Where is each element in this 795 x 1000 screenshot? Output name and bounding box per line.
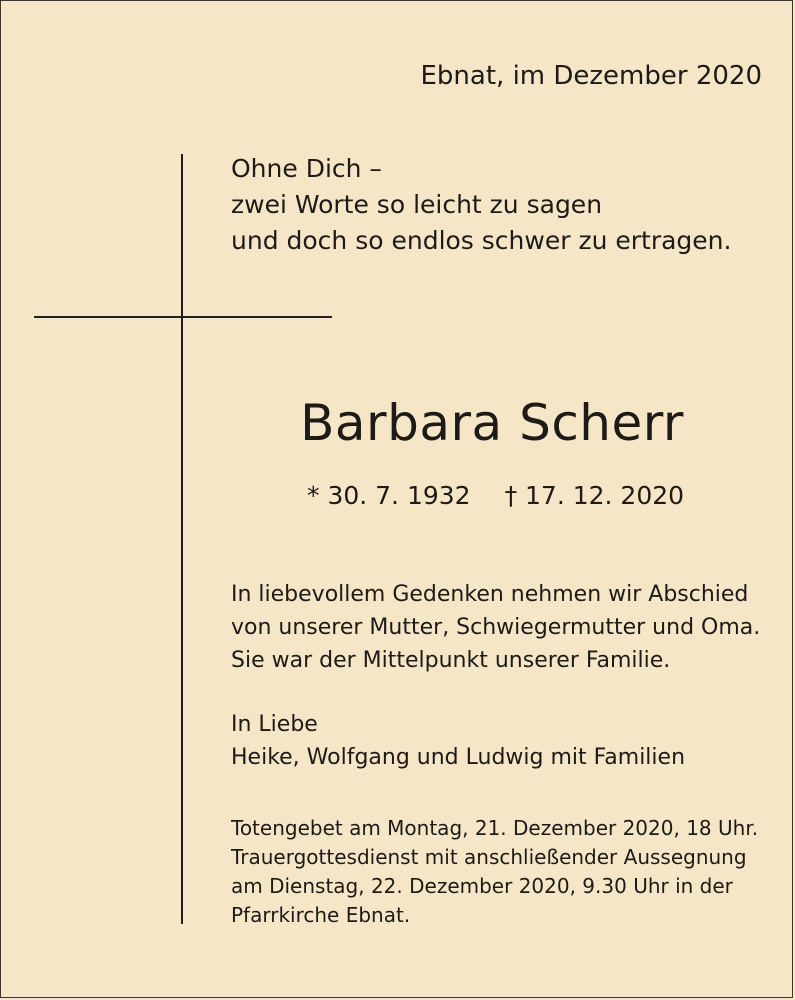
- service-line: Trauergottesdienst mit anschließender Aussegnung: [231, 845, 747, 869]
- poem-line: Ohne Dich –: [231, 154, 382, 183]
- deceased-name: Barbara Scherr: [300, 394, 684, 452]
- place-date: Ebnat, im Dezember 2020: [420, 61, 762, 91]
- farewell-text: [231, 578, 760, 677]
- poem: [231, 151, 731, 259]
- farewell-line: In liebevollem Gedenken nehmen wir Abschied: [231, 582, 749, 607]
- birth-date: * 30. 7. 1932: [307, 481, 471, 510]
- service-line: Pfarrkirche Ebnat.: [231, 903, 411, 927]
- life-dates: [307, 479, 684, 513]
- death-date: † 17. 12. 2020: [504, 481, 685, 510]
- signature: [231, 708, 685, 774]
- farewell-line: Sie war der Mittelpunkt unserer Familie.: [231, 648, 671, 673]
- farewell-line: von unserer Mutter, Schwiegermutter und Oma.: [231, 615, 761, 640]
- cross-vertical-bar: [181, 154, 183, 924]
- poem-line: und doch so endlos schwer zu ertragen.: [231, 226, 732, 255]
- service-line: am Dienstag, 22. Dezember 2020, 9.30 Uhr in der: [231, 874, 733, 898]
- cross-horizontal-bar: [34, 316, 332, 318]
- service-line: Totengebet am Montag, 21. Dezember 2020, 18 Uhr.: [231, 816, 759, 840]
- service-info: [231, 814, 758, 930]
- poem-line: zwei Worte so leicht zu sagen: [231, 190, 603, 219]
- signature-family: Heike, Wolfgang und Ludwig mit Familien: [231, 745, 686, 770]
- signature-closing: In Liebe: [231, 712, 318, 737]
